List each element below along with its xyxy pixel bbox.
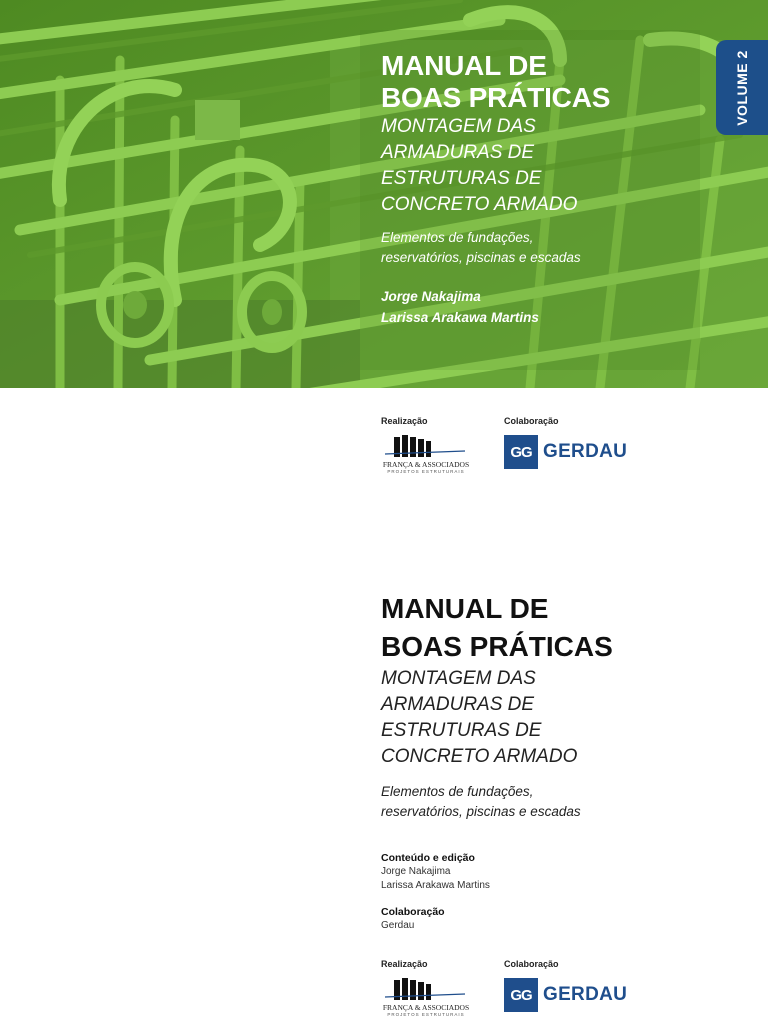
cover-author: Jorge Nakajima: [381, 289, 481, 304]
cover-subtitle-line: ESTRUTURAS DE: [381, 168, 542, 189]
cover-description-line: Elementos de fundações,: [381, 230, 534, 245]
franca-columns-icon: [381, 434, 471, 460]
sponsors-top: [381, 416, 681, 486]
gerdau-mark: GG: [504, 435, 538, 469]
franca-tagline: PROJETOS ESTRUTURAIS: [387, 1012, 465, 1017]
realizacao-label: Realização: [381, 416, 428, 426]
page-description-line: Elementos de fundações,: [381, 784, 534, 799]
cover-description-line: reservatórios, piscinas e escadas: [381, 250, 581, 265]
cover-text-block: [381, 50, 711, 328]
content-name: Larissa Arakawa Martins: [381, 879, 490, 891]
page-title-line: MANUAL DE: [381, 593, 549, 624]
cover-subtitle-line: CONCRETO ARMADO: [381, 194, 578, 215]
collab-credits: [381, 905, 681, 933]
colaboracao-label: Colaboração: [504, 416, 559, 426]
collab-heading: Colaboração: [381, 906, 445, 918]
volume-label: VOLUME 2: [734, 49, 751, 126]
collab-name: Gerdau: [381, 920, 415, 931]
franca-associados-logo: [381, 977, 471, 1021]
franca-tagline: PROJETOS ESTRUTURAIS: [387, 469, 465, 474]
cover-authors: [381, 286, 711, 328]
page-title-line: BOAS PRÁTICAS: [381, 631, 613, 662]
cover-subtitle-line: ARMADURAS DE: [381, 142, 535, 163]
franca-name: FRANÇA & ASSOCIADOS: [382, 1003, 470, 1012]
page-subtitle-line: CONCRETO ARMADO: [381, 746, 578, 767]
content-name: Jorge Nakajima: [381, 866, 451, 877]
cover-title-line: BOAS PRÁTICAS: [381, 82, 611, 113]
cover-description: [381, 228, 711, 268]
franca-columns-icon: [381, 977, 471, 1003]
gerdau-logo: [504, 977, 627, 1013]
gerdau-wordmark: GERDAU: [543, 984, 628, 1005]
cover-title-line: MANUAL DE: [381, 50, 547, 81]
gerdau-logo: [504, 434, 627, 470]
page-subtitle-line: ESTRUTURAS DE: [381, 720, 542, 741]
volume-tab: [716, 40, 768, 135]
cover-panel: [0, 0, 768, 388]
franca-associados-logo: [381, 434, 471, 478]
page-subtitle-line: ARMADURAS DE: [381, 694, 535, 715]
cover-subtitle-line: MONTAGEM DAS: [381, 116, 536, 137]
gerdau-mark: GG: [504, 978, 538, 1012]
content-heading: Conteúdo e edição: [381, 852, 475, 864]
page-description: [381, 782, 741, 822]
cover-title: [381, 50, 711, 114]
gerdau-wordmark: GERDAU: [543, 441, 628, 462]
content-credits: [381, 851, 681, 892]
realizacao-label: Realização: [381, 959, 428, 969]
title-page-block: [381, 590, 741, 822]
colaboracao-label: Colaboração: [504, 959, 559, 969]
sponsors-bottom: [381, 959, 681, 1029]
page-subtitle: [381, 666, 741, 770]
franca-name: FRANÇA & ASSOCIADOS: [382, 460, 470, 469]
cover-subtitle: [381, 114, 711, 218]
cover-author: Larissa Arakawa Martins: [381, 310, 539, 325]
credits-block: [381, 851, 681, 933]
page-subtitle-line: MONTAGEM DAS: [381, 668, 536, 689]
page-title: [381, 590, 741, 666]
page-description-line: reservatórios, piscinas e escadas: [381, 804, 581, 819]
